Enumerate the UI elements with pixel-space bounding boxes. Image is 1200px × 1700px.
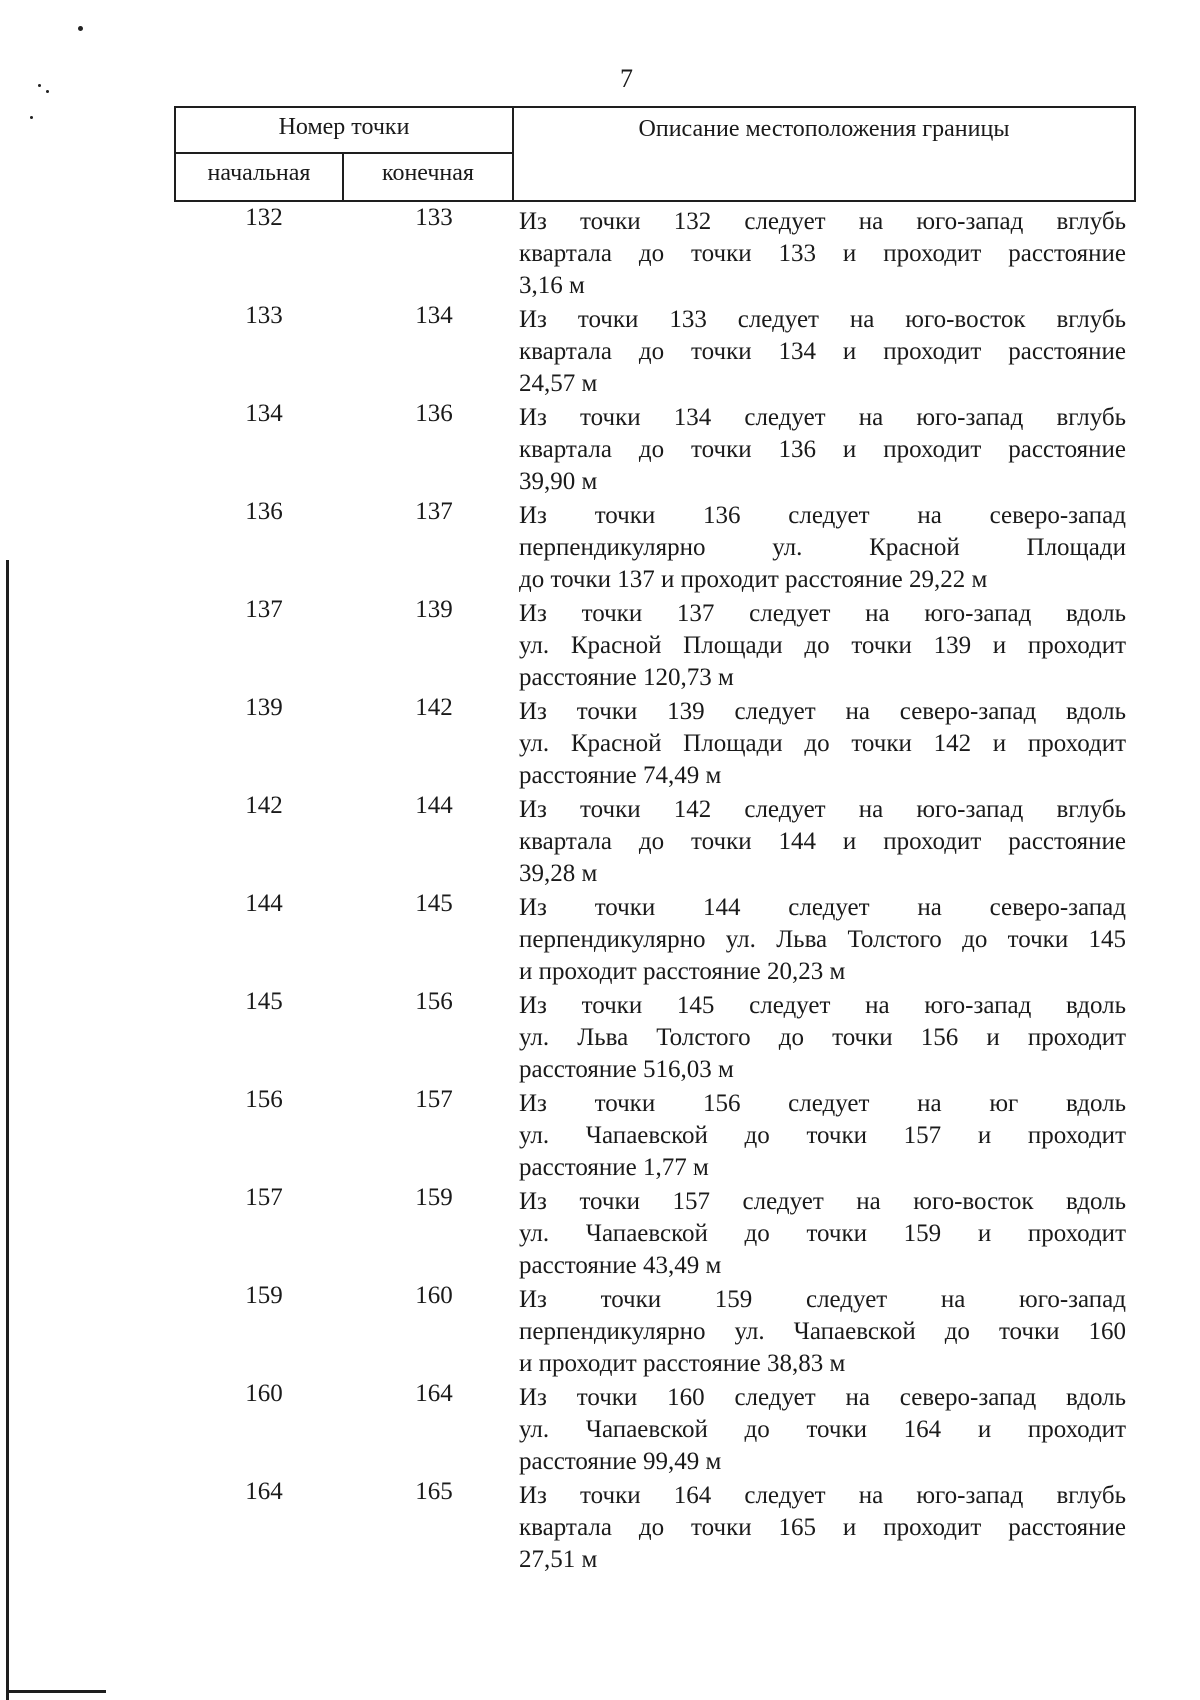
description-line: 39,28 м bbox=[519, 860, 598, 887]
header-end-point: конечная bbox=[382, 160, 474, 186]
description-line: Из точки 159 следует на юго-запад bbox=[519, 1286, 1126, 1313]
description-line: перпендикулярно ул. Льва Толстого до точки 145 bbox=[519, 926, 1126, 953]
table-row bbox=[174, 400, 1136, 498]
description-line: до точки 137 и проходит расстояние 29,22 м bbox=[519, 566, 988, 593]
description-line: расстояние 1,77 м bbox=[519, 1154, 709, 1181]
description-line: Из точки 133 следует на юго-восток вглубь bbox=[519, 306, 1126, 333]
description-line: ул. Льва Толстого до точки 156 и проходит bbox=[519, 1024, 1126, 1051]
end-point-cell: 144 bbox=[415, 792, 453, 819]
start-point-cell: 139 bbox=[245, 694, 283, 721]
header-description: Описание местоположения границы bbox=[638, 116, 1010, 142]
scan-speck bbox=[46, 90, 49, 93]
end-point-cell: 164 bbox=[415, 1380, 453, 1407]
description-line: Из точки 157 следует на юго-восток вдоль bbox=[519, 1188, 1126, 1215]
table-row bbox=[174, 1184, 1136, 1282]
description-line: квартала до точки 134 и проходит расстояние bbox=[519, 338, 1126, 365]
description-line: расстояние 516,03 м bbox=[519, 1056, 734, 1083]
page-number: 7 bbox=[620, 64, 633, 93]
end-point-cell: 142 bbox=[415, 694, 453, 721]
end-point-cell: 137 bbox=[415, 498, 453, 525]
description-cell bbox=[519, 1186, 1126, 1282]
description-line: Из точки 142 следует на юго-запад вглубь bbox=[519, 796, 1126, 823]
start-point-cell: 160 bbox=[245, 1380, 283, 1407]
description-line: расстояние 43,49 м bbox=[519, 1252, 722, 1279]
start-point-cell: 164 bbox=[245, 1478, 283, 1505]
description-line: Из точки 156 следует на юг вдоль bbox=[519, 1090, 1126, 1117]
end-point-cell: 156 bbox=[415, 988, 453, 1015]
start-point-cell: 134 bbox=[245, 400, 283, 427]
start-point-cell: 144 bbox=[245, 890, 283, 917]
description-line: и проходит расстояние 20,23 м bbox=[519, 958, 846, 985]
start-point-cell: 156 bbox=[245, 1086, 283, 1113]
description-line: Из точки 134 следует на юго-запад вглубь bbox=[519, 404, 1126, 431]
description-line: Из точки 132 следует на юго-запад вглубь bbox=[519, 208, 1126, 235]
description-line: и проходит расстояние 38,83 м bbox=[519, 1350, 846, 1377]
end-point-cell: 145 bbox=[415, 890, 453, 917]
description-line: 3,16 м bbox=[519, 272, 585, 299]
start-point-cell: 136 bbox=[245, 498, 283, 525]
end-point-cell: 159 bbox=[415, 1184, 453, 1211]
description-cell bbox=[519, 206, 1126, 302]
description-cell bbox=[519, 696, 1126, 792]
table-row bbox=[174, 694, 1136, 792]
description-line: ул. Чапаевской до точки 164 и проходит bbox=[519, 1416, 1126, 1443]
start-point-cell: 157 bbox=[245, 1184, 283, 1211]
end-point-cell: 133 bbox=[415, 204, 453, 231]
description-line: Из точки 164 следует на юго-запад вглубь bbox=[519, 1482, 1126, 1509]
description-line: 27,51 м bbox=[519, 1546, 598, 1573]
end-point-cell: 134 bbox=[415, 302, 453, 329]
table-row bbox=[174, 1478, 1136, 1576]
description-cell bbox=[519, 1088, 1126, 1184]
description-cell bbox=[519, 1382, 1126, 1478]
start-point-cell: 145 bbox=[245, 988, 283, 1015]
start-point-cell: 159 bbox=[245, 1282, 283, 1309]
description-cell bbox=[519, 1284, 1126, 1380]
table-row bbox=[174, 302, 1136, 400]
scan-speck bbox=[30, 116, 33, 119]
description-line: 39,90 м bbox=[519, 468, 598, 495]
description-line: Из точки 160 следует на северо-запад вдоль bbox=[519, 1384, 1126, 1411]
end-point-cell: 160 bbox=[415, 1282, 453, 1309]
description-line: ул. Красной Площади до точки 142 и проходит bbox=[519, 730, 1126, 757]
description-line: квартала до точки 165 и проходит расстояние bbox=[519, 1514, 1126, 1541]
table-header bbox=[174, 106, 1136, 202]
end-point-cell: 165 bbox=[415, 1478, 453, 1505]
header-start-point: начальная bbox=[207, 160, 311, 186]
description-line: Из точки 137 следует на юго-запад вдоль bbox=[519, 600, 1126, 627]
start-point-cell: 133 bbox=[245, 302, 283, 329]
description-line: расстояние 120,73 м bbox=[519, 664, 734, 691]
scan-edge-left bbox=[6, 560, 9, 1700]
end-point-cell: 136 bbox=[415, 400, 453, 427]
description-line: ул. Чапаевской до точки 157 и проходит bbox=[519, 1122, 1126, 1149]
table-row bbox=[174, 890, 1136, 988]
description-line: квартала до точки 144 и проходит расстояние bbox=[519, 828, 1126, 855]
scan-edge-bottom bbox=[6, 1690, 106, 1693]
description-cell bbox=[519, 990, 1126, 1086]
description-line: перпендикулярно ул. Красной Площади bbox=[519, 534, 1126, 561]
scan-speck bbox=[38, 84, 41, 87]
table-row bbox=[174, 204, 1136, 302]
description-cell bbox=[519, 892, 1126, 988]
description-line: ул. Чапаевской до точки 159 и проходит bbox=[519, 1220, 1126, 1247]
end-point-cell: 139 bbox=[415, 596, 453, 623]
description-line: квартала до точки 133 и проходит расстояние bbox=[519, 240, 1126, 267]
start-point-cell: 137 bbox=[245, 596, 283, 623]
table-row bbox=[174, 988, 1136, 1086]
start-point-cell: 142 bbox=[245, 792, 283, 819]
description-cell bbox=[519, 500, 1126, 596]
description-cell bbox=[519, 598, 1126, 694]
table-row bbox=[174, 1086, 1136, 1184]
description-line: Из точки 136 следует на северо-запад bbox=[519, 502, 1126, 529]
table-row bbox=[174, 498, 1136, 596]
description-cell bbox=[519, 304, 1126, 400]
end-point-cell: 157 bbox=[415, 1086, 453, 1113]
start-point-cell: 132 bbox=[245, 204, 283, 231]
header-divider bbox=[176, 152, 514, 154]
description-cell bbox=[519, 794, 1126, 890]
description-line: 24,57 м bbox=[519, 370, 598, 397]
header-point-number: Номер точки bbox=[278, 114, 410, 140]
description-line: расстояние 99,49 м bbox=[519, 1448, 722, 1475]
table-body bbox=[174, 204, 1136, 1576]
description-line: Из точки 145 следует на юго-запад вдоль bbox=[519, 992, 1126, 1019]
description-cell bbox=[519, 1480, 1126, 1576]
table-row bbox=[174, 1282, 1136, 1380]
description-line: квартала до точки 136 и проходит расстояние bbox=[519, 436, 1126, 463]
description-line: перпендикулярно ул. Чапаевской до точки 160 bbox=[519, 1318, 1126, 1345]
table-row bbox=[174, 792, 1136, 890]
description-line: ул. Красной Площади до точки 139 и проходит bbox=[519, 632, 1126, 659]
table-row bbox=[174, 1380, 1136, 1478]
description-line: Из точки 139 следует на северо-запад вдоль bbox=[519, 698, 1126, 725]
table-row bbox=[174, 596, 1136, 694]
scan-speck bbox=[78, 26, 83, 31]
description-line: расстояние 74,49 м bbox=[519, 762, 722, 789]
description-line: Из точки 144 следует на северо-запад bbox=[519, 894, 1126, 921]
description-cell bbox=[519, 402, 1126, 498]
